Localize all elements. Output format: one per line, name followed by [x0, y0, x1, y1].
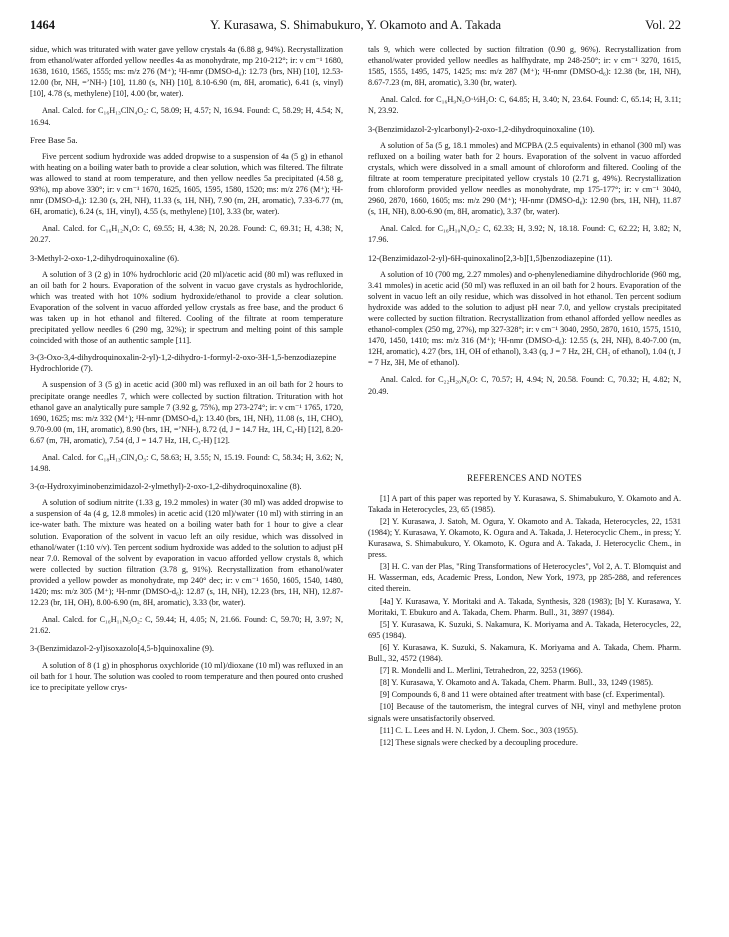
- paragraph-11: A solution of 10 (700 mg, 2.27 mmoles) and o-phenylenediamine dihydrochloride (960 mg, 3.41 mmoles) in acetic acid (50 ml) was refluxed in an oil bath for 2 hours. Evaporation of the solvent in vacuo left an oily residue, which was dissolved in hot ethanol. Ten percent sodium hydroxide was added to the solution to adjust pH near 7.0, and yellow crystals precipitated were collected by suction filtration. Recrystallization from ethanol afforded yellow needles as ethanol-complex (250 mg, 27%), mp 327-328°; ir: ν cm⁻¹ 3040, 2950, 2870, 1610, 1575, 1510, 1470, 1450, 1410; ms: m/z 316 (M⁺); ¹H-nmr (DMSO-d₆): 12.55 (s, 2H, NH), 8.40-7.00 (m, 12H, aromatic), 4.27 (brs, 1H, OH of ethanol), 3.43 (q, J = 7 Hz, 2H, CH₂ of ethanol), 1.04 (t, J = 7 Hz, 3H, Me of ethanol).: [368, 269, 681, 368]
- paragraph-5a: Five percent sodium hydroxide was added dropwise to a suspension of 4a (5 g) in ethanol with heating on a boiling water bath to provide a clear solution, which was filtered. The filtrate was allowed to stand at room temperature, and then yellow needles 5a precipitated (4.58 g, 93%), mp above 330°; ir: ν cm⁻¹ 1670, 1625, 1605, 1595, 1580, 1520; ms: m/z 276 (M⁺); ¹H-nmr (DMSO-d₆): 12.30 (s, 2H, NH), 11.33 (s, 1H, NH), 7.90 (m, 2H, aromatic), 7.33-6.77 (m, 6H, aromatic), 6.24 (s, 1H, vinyl), 4.55 (s, methylene) [10], 3.33 (br, water).: [30, 151, 343, 217]
- left-column: [30, 44, 343, 699]
- reference-item: [4a] Y. Kurasawa, Y. Moritaki and A. Takada, Synthesis, 328 (1983); [b] Y. Kurasawa, Y. Moritaki, T. Ebukuro and A. Takada, Chem. Pharm. Bull., 31, 3897 (1984).: [368, 596, 681, 617]
- paragraph-9: A solution of 8 (1 g) in phosphorus oxychloride (10 ml)/dioxane (10 ml) was refluxed in an oil bath for 1 hour. The solution was cooled to room temperature and then poured onto crushed ice to precipitate yellow crys-: [30, 660, 343, 692]
- reference-item: [1] A part of this paper was reported by Y. Kurasawa, S. Shimabukuro, Y. Okamoto and A. Takada in Heterocycles, 23, 65 (1985).: [368, 493, 681, 514]
- reference-item: [6] Y. Kurasawa, K. Suzuki, S. Nakamura, K. Moriyama and A. Takada, Chem. Pharm. Bull., 32, 4572 (1984).: [368, 642, 681, 664]
- paragraph-9-continued: tals 9, which were collected by suction filtration (0.90 g, 96%). Recrystallization from ethanol/water provided yellow needles as halfhydrate, mp 248-250°; ir: ν cm⁻¹ 3270, 1615, 1585, 1555, 1495, 1475, 1425; ms: m/z 287 (M⁺); ¹H-nmr (DMSO-d₆): 12.38 (br, 1H, NH), 8.67-7.23 (m, 8H, aromatic), 3.30 (br, water).: [368, 45, 681, 88]
- paragraph-7: A suspension of 3 (5 g) in acetic acid (300 ml) was refluxed in an oil bath for 2 hours to precipitate orange needles 7, which were collected by suction filtration. Trituration with hot ethanol gave an analytically pure sample 7 (3.92 g, 75%), mp 273-274°; ir: ν cm⁻¹ 1765, 1720, 1690, 1625; ms: m/z 332 (M⁺); ¹H-nmr (DMSO-d₆): 13.40 (brs, 1H, NH), 11.08 (s, 1H, CHO), 9.70-9.00 (m, 1H, aromatic), 8.90 (brs, 1H, =ʼNH-), 8.72 (d, J = 14.7 Hz, 1H, C₄-H) [12], 8.20-6.67 (m, 7H, aromatic), 7.54 (d, J = 14.7 Hz, 1H, C₃-H) [12].: [30, 380, 343, 445]
- reference-item: [3] H. C. van der Plas, "Ring Transformations of Heterocycles", Vol 2, A. T. Blomquist and H. Wasserman, eds, Academic Press, London, New York, 1973, pp 285-288, and references cited therein.: [368, 562, 681, 594]
- analysis-4a: Anal. Calcd. for C₁₆H₁₃ClN₄O₂: C, 58.09; H, 4.57; N, 16.94. Found: C, 58.29; H, 4.54; N, 16.94.: [30, 106, 343, 127]
- analysis-11: Anal. Calcd. for C₂₂H₂₀N₆O: C, 70.57; H, 4.94; N, 20.58. Found: C, 70.32; H, 4.82; N, 20.49.: [368, 375, 681, 396]
- heading-free-base-5a: Free Base 5a.: [30, 134, 78, 145]
- heading-compound-6: 3-Methyl-2-oxo-1,2-dihydroquinoxaline (6).: [30, 253, 180, 263]
- heading-compound-8: 3-(α-Hydroxyiminobenzimidazol-2-ylmethyl)-2-oxo-1,2-dihydroquinoxaline (8).: [30, 482, 302, 492]
- running-header: [30, 18, 681, 36]
- reference-item: [8] Y. Kurasawa, Y. Okamoto and A. Takada, Chem. Pharm. Bull., 33, 1249 (1985).: [380, 678, 654, 688]
- heading-compound-9: 3-(Benzimidazol-2-yl)isoxazolo[4,5-b]quinoxaline (9).: [30, 644, 214, 654]
- paragraph-continued: sidue, which was triturated with water gave yellow crystals 4a (6.88 g, 94%). Recrystallization from ethanol/water afforded yellow needles 4a as monohydrate, mp 210-212°; ir: ν cm⁻¹ 1680, 1638, 1610, 1565, 1555; ms: m/z 276 (M⁺); ¹H-nmr (DMSO-d₆): 12.73 (brs, NH) [10], 12.53-12.00 (br, NH, =ʼNH-) [10], 11.80 (s, NH) [10], 8.10-6.90 (m, 8H, aromatic), 6.41 (s, vinyl) [10], 4.78 (s, methylene) [10], 4.00 (br, water).: [30, 45, 343, 99]
- analysis-9: Anal. Calcd. for C₁₆H₉N₅O·½H₂O: C, 64.85; H, 3.40; N, 23.64. Found: C, 65.14; H, 3.11; N, 23.92.: [368, 95, 681, 116]
- reference-list: [368, 493, 681, 748]
- paragraph-8: A solution of sodium nitrite (1.33 g, 19.2 mmoles) in water (30 ml) was added dropwise to a suspension of 4a (4 g, 12.8 mmoles) in acetic acid (120 ml)/water (10 ml) with stirring in an ice-water bath. The mixture was heated on a boiling water bath for 1 hour to give a clear solution. Evaporation of the solvent in vacuo left an oily residue, which was dissolved in ethanol/water (1:10 v/v). Ten percent sodium hydroxide was added to the solution to adjust pH near 7.0. Removal of the solvent by evaporation in vacuo afforded yellow crystals 8, which were collected by suction filtration (3.78 g, 91%). Recrystallization from ethanol/water provided a yellow powder as monohydrate, mp 240° dec; ir: ν cm⁻¹ 1650, 1605, 1540, 1480, 1420; ms: m/z 305 (M⁺); ¹H-nmr (DMSO-d₆): 12.87 (s, 1H, NH), 12.23 (brs, 1H, NH), 12.87-12.23 (br, 1H, OH), 8.00-6.90 (m, 8H, aromatic), 3.33 (br, water).: [30, 498, 343, 608]
- reference-item: [9] Compounds 6, 8 and 11 were obtained after treatment with base (cf. Experimental).: [380, 690, 665, 700]
- analysis-7: Anal. Calcd. for C₁₈H₁₃ClN₄O₃: C, 58.63; H, 3.55; N, 15.19. Found: C, 58.34; H, 3.62; N, 14.98.: [30, 453, 343, 474]
- volume-label: Vol. 22: [645, 18, 681, 32]
- reference-item: [7] R. Mondelli and L. Merlini, Tetrahedron, 22, 3253 (1966).: [380, 666, 583, 676]
- paragraph-10: A solution of 5a (5 g, 18.1 mmoles) and MCPBA (2.5 equivalents) in ethanol (300 ml) was refluxed on a boiling water bath for 2 hours. Evaporation of the solvent in vacuo afforded crystals, which were dissolved in a small amount of chloroform and filtered. Cooling of the filtrate at room temperature precipitated yellow crystals 10 (2.71 g, 49%). Recrystallization from chloroform provided yellow needles as monohydrate, mp 175-177°; ir: ν cm⁻¹ 3040, 2960, 2870, 1660, 1605; ms: m/z 290 (M⁺); ¹H-nmr (DMSO-d₆): 12.90 (brs, 1H, NH), 11.87 (s, 1H, NH), 8.00-6.90 (m, 8H, aromatic), 3.37 (br, water).: [368, 140, 681, 217]
- analysis-5a: Anal. Calcd. for C₁₆H₁₂N₄O: C, 69.55; H, 4.38; N, 20.28. Found: C, 69.31; H, 4.38; N, 20.27.: [30, 224, 343, 245]
- paragraph-6: A solution of 3 (2 g) in 10% hydrochloric acid (20 ml)/acetic acid (80 ml) was refluxed in an oil bath for 2 hours. Evaporation of the solvent in vacuo gave crystals as hydrochloride, which was treated with hot 10% sodium hydroxide/ethanol to provide a clear solution. Evaporation of the solvent in vacuo afforded yellow crystals as free base, and the product 6 was taken up in hot ethanol and filtered. Cooling of the filtrate at room temperature precipitated yellow needles 6 (290 mg, 32%); ir spectrum and melting point of this sample coincided with those of an authentic sample [11].: [30, 269, 343, 346]
- heading-compound-11: 12-(Benzimidazol-2-yl)-6H-quinoxalino[2,3-b][1,5]benzodiazepine (11).: [368, 253, 613, 263]
- right-column: [368, 44, 681, 749]
- analysis-8: Anal. Calcd. for C₁₆H₁₁N₅O₂: C, 59.44; H, 4.05; N, 21.66. Found: C, 59.70; H, 3.97; N, 21.62.: [30, 615, 343, 636]
- heading-compound-7: 3-(3-Oxo-3,4-dihydroquinoxalin-2-yl)-1,2-dihydro-1-formyl-2-oxo-3H-1,5-benzodiazepine Hydrochloride (7).: [30, 353, 337, 374]
- reference-item: [5] Y. Kurasawa, K. Suzuki, S. Nakamura, K. Moriyama and A. Takada, Heterocycles, 22, 695 (1984).: [368, 619, 681, 640]
- running-authors: Y. Kurasawa, S. Shimabukuro, Y. Okamoto and A. Takada: [210, 18, 501, 32]
- reference-item: [10] Because of the tautomerism, the integral curves of NH, vinyl and methylene proton signals were unsatisfactorily observed.: [368, 702, 681, 723]
- reference-item: [2] Y. Kurasawa, J. Satoh, M. Ogura, Y. Okamoto and A. Takada, Heterocycles, 22, 1531 (1984); Y. Kurasawa, Y. Okamoto, K. Ogura and A. Takada, J. Heterocyclic Chem., in press; Y. Kurasawa, S. Shimabukuro, Y. Okamoto, K. Ogura and A. Takada, J. Heterocyclic Chem., in press.: [368, 516, 681, 560]
- references-title: REFERENCES AND NOTES: [466, 472, 582, 483]
- analysis-10: Anal. Calcd. for C₁₆H₁₀N₄O₂: C, 62.33; H, 3.92; N, 18.18. Found: C, 62.22; H, 3.82; N, 17.96.: [368, 224, 681, 245]
- heading-compound-10: 3-(Benzimidazol-2-ylcarbonyl)-2-oxo-1,2-dihydroquinoxaline (10).: [368, 124, 595, 134]
- page-number: 1464: [30, 18, 55, 32]
- reference-item: [12] These signals were checked by a decoupling procedure.: [380, 737, 578, 747]
- reference-item: [11] C. L. Lees and H. N. Lydon, J. Chem. Soc., 303 (1955).: [380, 725, 578, 735]
